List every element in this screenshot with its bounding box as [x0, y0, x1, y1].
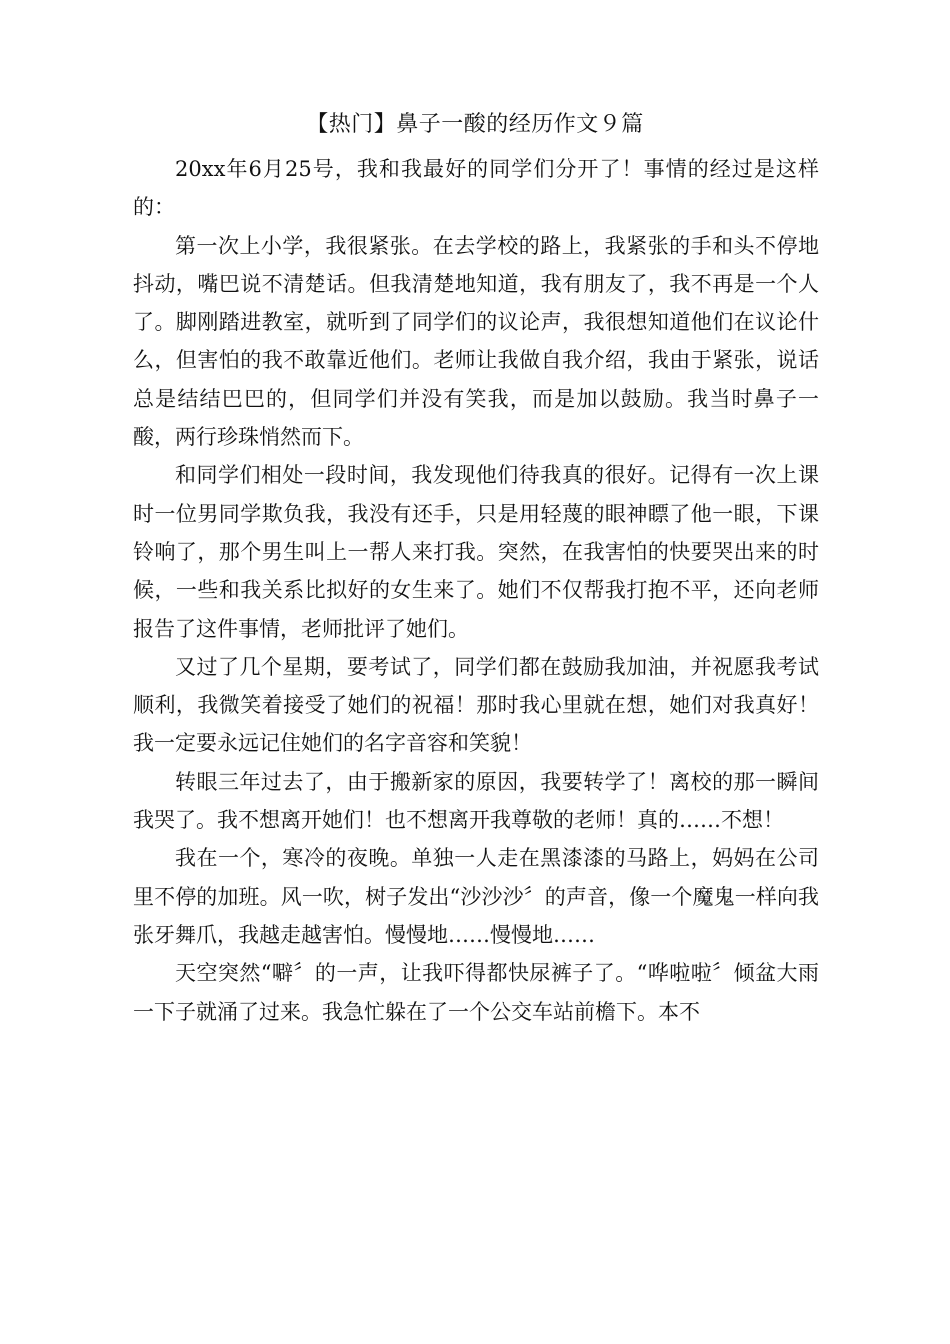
document-body — [133, 150, 819, 1031]
paragraph: 我在一个，寒冷的夜晚。单独一人走在黑漆漆的马路上，妈妈在公司里不停的加班。风一吹，树子发出“沙沙沙〞的声音，像一个魔鬼一样向我张牙舞爪，我越走越害怕。慢慢地……慢慢地…… — [133, 846, 819, 947]
paragraph: 天空突然“噼〞的一声，让我吓得都快尿裤子了。“哗啦啦〞倾盆大雨一下子就涌了过来。我急忙躲在了一个公交车站前檐下。本不 — [133, 961, 819, 1024]
paragraph: 又过了几个星期，要考试了，同学们都在鼓励我加油，并祝愿我考试顺利，我微笑着接受了她们的祝福！那时我心里就在想，她们对我真好！我一定要永远记住她们的名字音容和笑貌！ — [133, 654, 819, 756]
paragraph: 20xx年6月25号，我和我最好的同学们分开了！事情的经过是这样的： — [133, 157, 819, 220]
document-title: 【热门】鼻子一酸的经历作文９篇 — [306, 112, 644, 137]
paragraph: 和同学们相处一段时间，我发现他们待我真的很好。记得有一次上课时一位男同学欺负我，我没有还手，只是用轻蔑的眼神瞟了他一眼，下课铃响了，那个男生叫上一帮人来打我。突然，在我害怕的快要哭出来的时候，一些和我关系比拟好的女生来了。她们不仅帮我打抱不平，还向老师报告了这件事情，老师批评了她们。 — [133, 463, 819, 641]
paragraph: 转眼三年过去了，由于搬新家的原因，我要转学了！离校的那一瞬间我哭了。我不想离开她们！也不想离开我尊敬的老师！真的……不想！ — [133, 769, 819, 833]
paragraph: 第一次上小学，我很紧张。在去学校的路上，我紧张的手和头不停地抖动，嘴巴说不清楚话。但我清楚地知道，我有朋友了，我不再是一个人了。脚刚踏进教室，就听到了同学们的议论声，我很想知道他们在议论什么，但害怕的我不敢靠近他们。老师让我做自我介绍，我由于紧张，说话总是结结巴巴的，但同学们并没有笑我，而是加以鼓励。我当时鼻子一酸，两行珍珠悄然而下。 — [133, 233, 819, 450]
